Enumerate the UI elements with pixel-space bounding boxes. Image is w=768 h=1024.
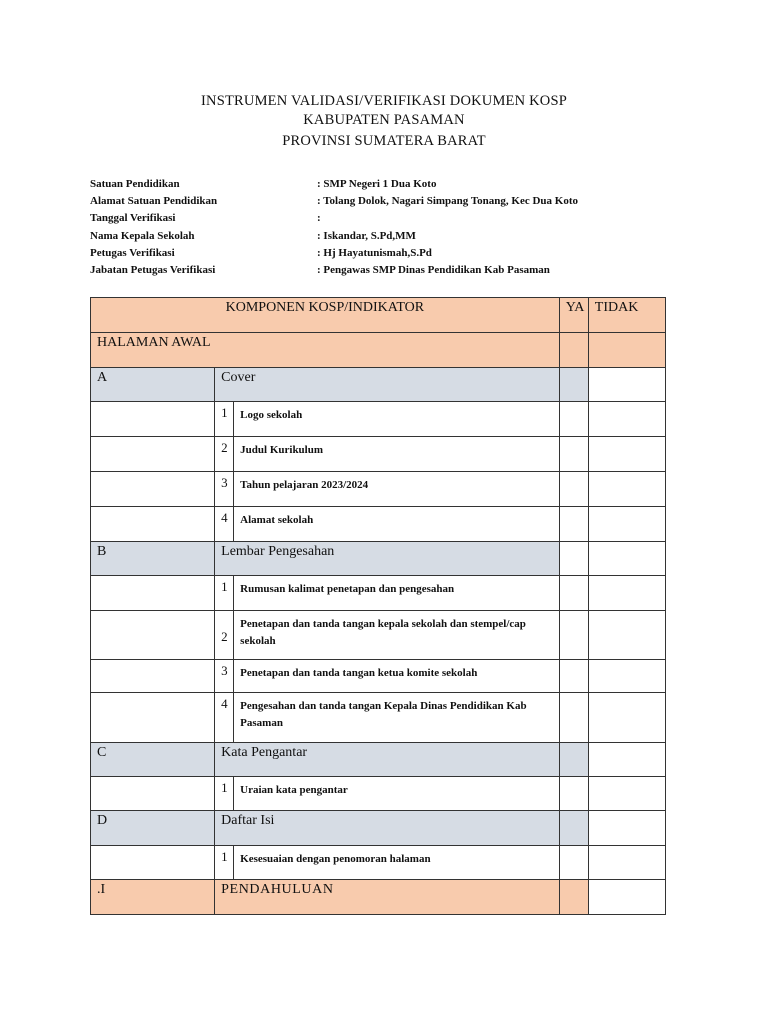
info-row-petugas xyxy=(90,245,690,262)
empty-cell xyxy=(91,693,215,743)
tidak-cell[interactable] xyxy=(588,576,665,611)
tidak-cell[interactable] xyxy=(588,811,665,846)
header-tidak: TIDAK xyxy=(588,298,665,333)
ya-cell[interactable] xyxy=(559,472,588,507)
item-text: Penetapan dan tanda tangan ketua komite sekolah xyxy=(234,660,560,693)
info-row-tanggal xyxy=(90,210,690,227)
ya-cell[interactable] xyxy=(559,811,588,846)
item-number: 4 xyxy=(215,507,234,542)
tidak-cell[interactable] xyxy=(588,402,665,437)
ya-cell[interactable] xyxy=(559,402,588,437)
ya-cell[interactable] xyxy=(559,507,588,542)
item-number: 3 xyxy=(215,660,234,693)
tidak-cell[interactable] xyxy=(588,611,665,660)
header-komponen: KOMPONEN KOSP/INDIKATOR xyxy=(91,298,560,333)
table-row xyxy=(91,576,666,611)
item-number: 1 xyxy=(215,576,234,611)
tidak-cell[interactable] xyxy=(588,846,665,880)
section-letter: A xyxy=(91,368,215,402)
section-letter: B xyxy=(91,542,215,576)
section-title: Cover xyxy=(215,368,560,402)
header-ya: YA xyxy=(559,298,588,333)
item-number: 2 xyxy=(215,611,234,660)
section-title: Lembar Pengesahan xyxy=(215,542,560,576)
empty-cell xyxy=(91,777,215,811)
empty-cell xyxy=(91,437,215,472)
table-row xyxy=(91,472,666,507)
ya-cell[interactable] xyxy=(559,777,588,811)
info-value: : xyxy=(317,212,321,225)
empty-cell xyxy=(91,846,215,880)
kosp-checklist-table xyxy=(90,297,666,915)
ya-cell[interactable] xyxy=(559,743,588,777)
ya-cell[interactable] xyxy=(559,846,588,880)
info-label: Jabatan Petugas Verifikasi xyxy=(90,263,216,276)
tidak-cell[interactable] xyxy=(588,542,665,576)
item-number: 4 xyxy=(215,693,234,743)
item-number: 3 xyxy=(215,472,234,507)
info-value: : SMP Negeri 1 Dua Koto xyxy=(317,178,437,190)
section-letter: C xyxy=(91,743,215,777)
item-number: 1 xyxy=(215,777,234,811)
section-row-c xyxy=(91,743,666,777)
table-row xyxy=(91,846,666,880)
tidak-cell[interactable] xyxy=(588,660,665,693)
halaman-awal-row xyxy=(91,333,666,368)
section-row-a xyxy=(91,368,666,402)
item-text: Kesesuaian dengan penomoran halaman xyxy=(234,846,560,880)
empty-cell xyxy=(91,507,215,542)
section-row-pendahuluan xyxy=(91,880,666,915)
info-row-alamat xyxy=(90,193,690,210)
tidak-cell[interactable] xyxy=(588,507,665,542)
tidak-cell[interactable] xyxy=(588,333,665,368)
empty-cell xyxy=(91,660,215,693)
info-value: : Hj Hayatunismah,S.Pd xyxy=(317,246,432,259)
section-title: Daftar Isi xyxy=(215,811,560,846)
item-text: Tahun pelajaran 2023/2024 xyxy=(234,472,560,507)
section-letter: .I xyxy=(91,880,215,915)
empty-cell xyxy=(91,402,215,437)
document-title-line2: KABUPATEN PASAMAN xyxy=(303,112,465,128)
tidak-cell[interactable] xyxy=(588,743,665,777)
info-value: : Pengawas SMP Dinas Pendidikan Kab Pasaman xyxy=(317,263,550,276)
table-row xyxy=(91,507,666,542)
ya-cell[interactable] xyxy=(559,368,588,402)
info-row-jabatan xyxy=(90,262,690,279)
empty-cell xyxy=(91,611,215,660)
empty-cell xyxy=(91,576,215,611)
info-label: Tanggal Verifikasi xyxy=(90,212,176,225)
info-row-kepala-sekolah xyxy=(90,228,690,245)
info-value: : Iskandar, S.Pd,MM xyxy=(317,229,416,242)
section-row-b xyxy=(91,542,666,576)
section-row-d xyxy=(91,811,666,846)
item-text: Judul Kurikulum xyxy=(234,437,560,472)
item-text: Logo sekolah xyxy=(234,402,560,437)
tidak-cell[interactable] xyxy=(588,472,665,507)
table-header-row xyxy=(91,298,666,333)
info-label: Satuan Pendidikan xyxy=(90,178,180,190)
ya-cell[interactable] xyxy=(559,542,588,576)
tidak-cell[interactable] xyxy=(588,693,665,743)
section-title: PENDAHULUAN xyxy=(215,880,560,915)
info-label: Alamat Satuan Pendidikan xyxy=(90,195,218,208)
item-number: 1 xyxy=(215,402,234,437)
school-info-block xyxy=(90,176,690,279)
ya-cell[interactable] xyxy=(559,611,588,660)
tidak-cell[interactable] xyxy=(588,880,665,915)
item-number: 1 xyxy=(215,846,234,880)
ya-cell[interactable] xyxy=(559,333,588,368)
table-row xyxy=(91,437,666,472)
table-row xyxy=(91,777,666,811)
item-text: Alamat sekolah xyxy=(234,507,560,542)
item-number: 2 xyxy=(215,437,234,472)
document-title-line3: PROVINSI SUMATERA BARAT xyxy=(282,133,486,149)
halaman-awal-label: HALAMAN AWAL xyxy=(91,333,560,368)
ya-cell[interactable] xyxy=(559,880,588,915)
info-label: Petugas Verifikasi xyxy=(90,246,175,259)
ya-cell[interactable] xyxy=(559,660,588,693)
info-value: : Tolang Dolok, Nagari Simpang Tonang, Kec Dua Koto xyxy=(317,195,579,208)
tidak-cell[interactable] xyxy=(588,368,665,402)
item-text: Uraian kata pengantar xyxy=(234,777,560,811)
tidak-cell[interactable] xyxy=(588,777,665,811)
ya-cell[interactable] xyxy=(559,693,588,743)
section-letter: D xyxy=(91,811,215,846)
empty-cell xyxy=(91,472,215,507)
table-row xyxy=(91,660,666,693)
tidak-cell[interactable] xyxy=(588,437,665,472)
section-title: Kata Pengantar xyxy=(215,743,560,777)
info-label: Nama Kepala Sekolah xyxy=(90,229,195,242)
table-row xyxy=(91,693,666,743)
item-text: Penetapan dan tanda tangan kepala sekolah dan stempel/cap sekolah xyxy=(234,611,560,660)
item-text: Pengesahan dan tanda tangan Kepala Dinas Pendidikan Kab Pasaman xyxy=(234,693,560,743)
ya-cell[interactable] xyxy=(559,576,588,611)
item-text: Rumusan kalimat penetapan dan pengesahan xyxy=(234,576,560,611)
ya-cell[interactable] xyxy=(559,437,588,472)
table-row xyxy=(91,402,666,437)
table-row xyxy=(91,611,666,660)
document-title-line1: INSTRUMEN VALIDASI/VERIFIKASI DOKUMEN KOSP xyxy=(201,93,567,109)
info-row-satuan-pendidikan xyxy=(90,176,690,193)
